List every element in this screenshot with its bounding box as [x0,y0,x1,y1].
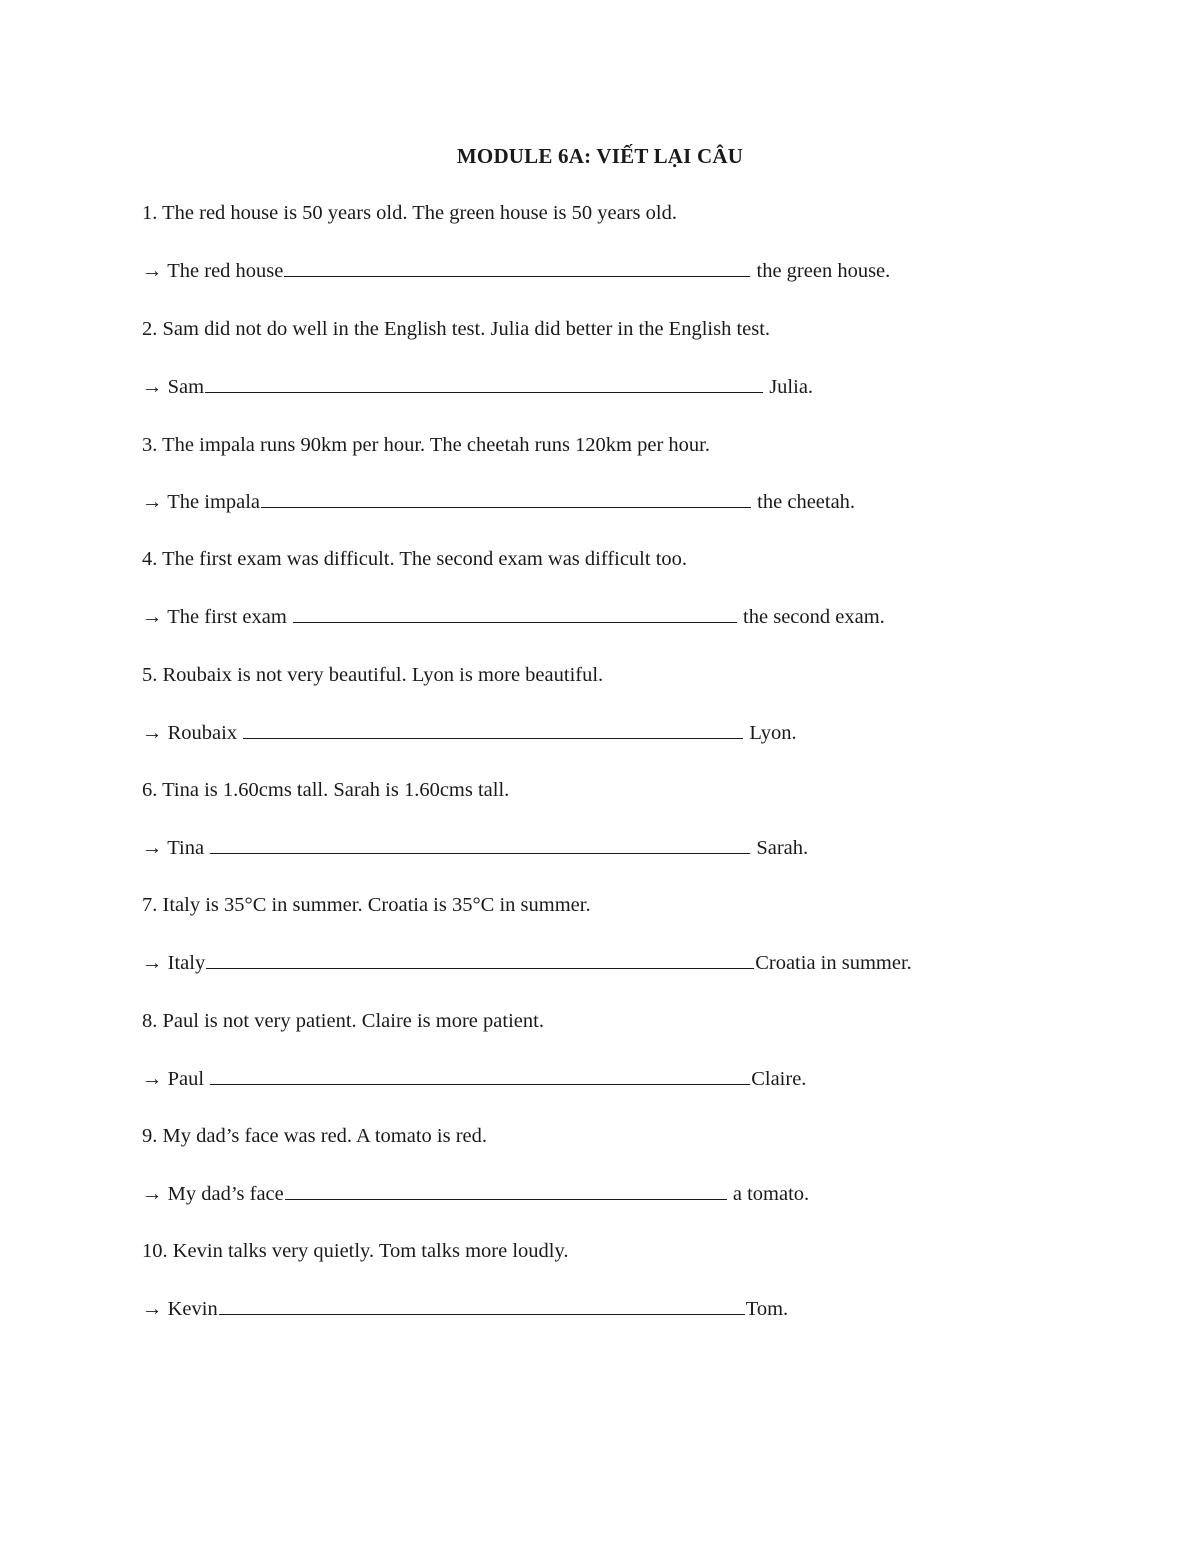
answer-prefix: → Italy [142,952,206,974]
question-7: 7. Italy is 35°C in summer. Croatia is 35°C in summer. [142,894,591,916]
answer-blank[interactable] [219,1296,745,1315]
answer-suffix: a tomato. [727,1183,810,1205]
answer-prefix: → Roubaix [142,722,243,744]
question-4: 4. The first exam was difficult. The second exam was difficult too. [142,548,688,570]
answer-suffix: Claire. [751,1068,807,1090]
answer-blank[interactable] [205,374,763,393]
page-title: MODULE 6A: VIẾT LẠI CÂU [456,144,744,168]
answer-prefix: → The impala [142,491,261,513]
answer-prefix: → The red house [142,260,284,282]
answer-suffix: Sarah. [751,837,809,859]
answer-line-5 [142,719,797,747]
answer-line-4 [142,603,885,631]
answer-line-6 [142,834,808,862]
answer-suffix: the cheetah. [752,491,856,513]
answer-blank[interactable] [210,835,750,854]
answer-blank[interactable] [285,1181,727,1200]
answer-line-9 [142,1180,809,1208]
answer-line-8 [142,1065,806,1093]
answer-suffix: Lyon. [744,722,797,744]
answer-prefix: → Kevin [142,1298,218,1320]
question-6: 6. Tina is 1.60cms tall. Sarah is 1.60cms tall. [142,779,510,801]
answer-prefix: → Tina [142,837,210,859]
answer-blank[interactable] [243,720,743,739]
answer-suffix: Tom. [745,1298,789,1320]
answer-prefix: → The first exam [142,606,292,628]
question-5: 5. Roubaix is not very beautiful. Lyon is more beautiful. [142,664,604,686]
answer-line-3 [142,488,855,516]
answer-suffix: Julia. [764,376,814,398]
answer-prefix: → My dad’s face [142,1183,284,1205]
answer-line-1 [142,257,890,285]
answer-suffix: the second exam. [737,606,885,628]
answer-blank[interactable] [261,489,751,508]
answer-line-10 [142,1295,788,1323]
answer-blank[interactable] [284,258,750,277]
answer-suffix: Croatia in summer. [755,952,912,974]
answer-blank[interactable] [206,950,754,969]
question-2: 2. Sam did not do well in the English test. Julia did better in the English test. [142,318,771,340]
answer-suffix: the green house. [751,260,891,282]
question-3: 3. The impala runs 90km per hour. The cheetah runs 120km per hour. [142,434,710,456]
answer-blank[interactable] [293,604,737,623]
answer-prefix: → Sam [142,376,205,398]
answer-prefix: → Paul [142,1068,210,1090]
answer-line-2 [142,373,813,401]
answer-blank[interactable] [210,1066,750,1085]
question-1: 1. The red house is 50 years old. The green house is 50 years old. [142,202,677,224]
question-8: 8. Paul is not very patient. Claire is more patient. [142,1010,544,1032]
answer-line-7 [142,949,912,977]
question-9: 9. My dad’s face was red. A tomato is red. [142,1125,488,1147]
question-10: 10. Kevin talks very quietly. Tom talks more loudly. [142,1240,569,1262]
